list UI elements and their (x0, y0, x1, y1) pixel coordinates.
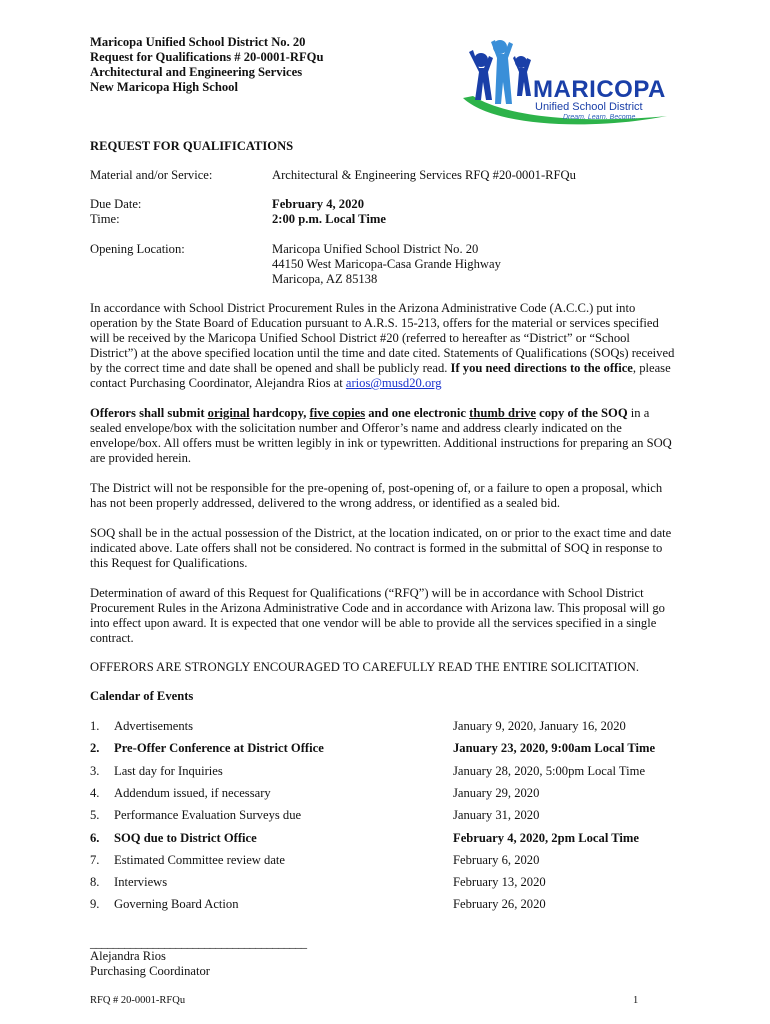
para5-line: Procurement Rules in the Arizona Administrative Code and in accordance with Arizona law. This proposal will go (90, 601, 665, 615)
calendar-event-row (90, 830, 690, 846)
calendar-event-row (90, 763, 690, 779)
calendar-event-row (90, 718, 690, 734)
event-date: February 13, 2020 (453, 875, 546, 890)
rfq-title: REQUEST FOR QUALIFICATIONS (90, 139, 294, 153)
para5-line: Determination of award of this Request for Qualifications (“RFQ”) will be in accordance with School District (90, 586, 644, 600)
para2-text: and one electronic (365, 406, 470, 420)
header-rfq-number: Request for Qualifications # 20-0001-RFQu (90, 50, 324, 64)
event-number: 9. (90, 897, 100, 912)
calendar-event-row (90, 874, 690, 890)
signature-line: ______________________________________ (90, 936, 307, 950)
logo-subtitle: Unified School District (535, 101, 643, 113)
opening-location-line1: Maricopa Unified School District No. 20 (272, 242, 479, 256)
header-district: Maricopa Unified School District No. 20 (90, 35, 306, 49)
logo-tagline: Dream. Learn. Become. (563, 114, 638, 121)
para2-text: in a (627, 406, 650, 420)
event-date: February 6, 2020 (453, 852, 540, 867)
header-services: Architectural and Engineering Services (90, 65, 303, 79)
para1-line (90, 361, 671, 376)
event-name: Pre-Offer Conference at District Office (114, 741, 324, 756)
para2-line: sealed envelope/box with the solicitation number and Offeror’s name and address clearly indicated on the (90, 421, 622, 435)
directions-notice: If you need directions to the office (450, 361, 633, 375)
read-solicitation-notice: OFFERORS ARE STRONGLY ENCOURAGED TO CAREFULLY READ THE ENTIRE SOLICITATION. (90, 660, 639, 674)
event-date: February 26, 2020 (453, 897, 546, 912)
event-name: SOQ due to District Office (114, 830, 257, 845)
para4-line: indicated above. Late offers shall not be considered. No contract is formed in the submittal of SOQ in response to (90, 541, 663, 555)
time-label: Time: (90, 212, 120, 226)
event-date: January 29, 2020 (453, 785, 540, 800)
para2-line: envelope/box. All offers must be written legibly in ink or typewritten. Additional instructions for preparing an SOQ (90, 436, 672, 450)
para3-line: The District will not be responsible for the pre-opening of, post-opening of, or a failure to open a proposal, which (90, 481, 663, 495)
para1-line: will be received by the Maricopa Unified School District #20 (referred to hereafter as “District” or “School (90, 331, 630, 345)
para2-text: Offerors shall submit (90, 406, 208, 420)
calendar-event-row (90, 852, 690, 868)
opening-location-line2: 44150 West Maricopa-Casa Grande Highway (272, 257, 501, 271)
event-number: 7. (90, 852, 100, 867)
footer-rfq-number: RFQ # 20-0001-RFQu (90, 995, 186, 1006)
para2-line (90, 406, 649, 421)
due-date-value: February 4, 2020 (272, 197, 364, 211)
event-number: 6. (90, 830, 100, 845)
para5-line: into effect upon award. It is expected that one vendor will be able to provide all the services specified in a single (90, 616, 657, 630)
para1-text: , please (632, 361, 671, 375)
event-number: 1. (90, 719, 100, 733)
para2-text: hardcopy, (249, 406, 310, 420)
calendar-title: Calendar of Events (90, 689, 194, 703)
contact-email-link[interactable]: arios@musd20.org (345, 376, 442, 390)
header-project: New Maricopa High School (90, 80, 238, 94)
event-number: 5. (90, 808, 100, 823)
event-number: 2. (90, 741, 100, 756)
para2-line: are provided herein. (90, 451, 192, 465)
calendar-event-row (90, 807, 690, 823)
event-date: January 23, 2020, 9:00am Local Time (453, 741, 656, 756)
para3-line: has not been properly addressed, delivered to the wrong address, or identified as a sealed bid. (90, 496, 561, 510)
material-value: Architectural & Engineering Services RFQ #20-0001-RFQu (272, 168, 576, 182)
calendar-event-row (90, 896, 690, 912)
para2-emphasis: original (207, 406, 250, 420)
para4-line: SOQ shall be in the actual possession of the District, at the location indicated, on or prior to the exact time and date (90, 526, 672, 540)
page-number: 1 (633, 995, 639, 1006)
calendar-event-row (90, 785, 690, 801)
event-name: Addendum issued, if necessary (114, 785, 271, 800)
event-number: 8. (90, 875, 100, 890)
due-date-label: Due Date: (90, 197, 142, 211)
time-value: 2:00 p.m. Local Time (272, 212, 386, 226)
para1-text: contact Purchasing Coordinator, Alejandra Rios at (90, 376, 346, 390)
signatory-title: Purchasing Coordinator (90, 964, 210, 978)
para1-line (90, 376, 442, 391)
opening-location-line3: Maricopa, AZ 85138 (272, 272, 378, 286)
para2-text: copy of the SOQ (535, 406, 628, 420)
calendar-event-row (90, 740, 690, 756)
para2-emphasis: five copies (309, 406, 366, 420)
para1-text: by the correct time and date shall be opened and shall be publicly read. (90, 361, 451, 375)
event-name: Estimated Committee review date (114, 852, 286, 867)
para2-emphasis: thumb drive (469, 406, 536, 420)
event-name: Governing Board Action (114, 897, 239, 912)
event-number: 4. (90, 785, 100, 800)
event-date: January 9, 2020, January 16, 2020 (453, 719, 626, 733)
event-name: Interviews (114, 875, 168, 890)
event-name: Advertisements (114, 719, 194, 733)
signatory-name: Alejandra Rios (90, 949, 166, 963)
para1-line: District”) at the above specified location until the time and date cited. Statements of Qualifications (SOQs) received (90, 346, 675, 360)
event-name: Performance Evaluation Surveys due (114, 808, 302, 823)
logo-name: MARICOPA (533, 76, 666, 103)
para1-line: In accordance with School District Procurement Rules in the Arizona Administrative Code (A.C.C.) put into (90, 301, 636, 315)
district-logo (455, 38, 670, 128)
para5-line: contract. (90, 631, 134, 645)
para1-line: operation by the State Board of Education pursuant to A.R.S. 15-213, offers for the material or services specified (90, 316, 659, 330)
event-date: February 4, 2020, 2pm Local Time (453, 830, 639, 845)
para4-line: this Request for Qualifications. (90, 556, 248, 570)
event-date: January 28, 2020, 5:00pm Local Time (453, 763, 646, 778)
opening-location-label: Opening Location: (90, 242, 185, 256)
event-number: 3. (90, 763, 100, 778)
event-name: Last day for Inquiries (114, 763, 223, 778)
event-date: January 31, 2020 (453, 808, 540, 823)
material-label: Material and/or Service: (90, 168, 213, 182)
